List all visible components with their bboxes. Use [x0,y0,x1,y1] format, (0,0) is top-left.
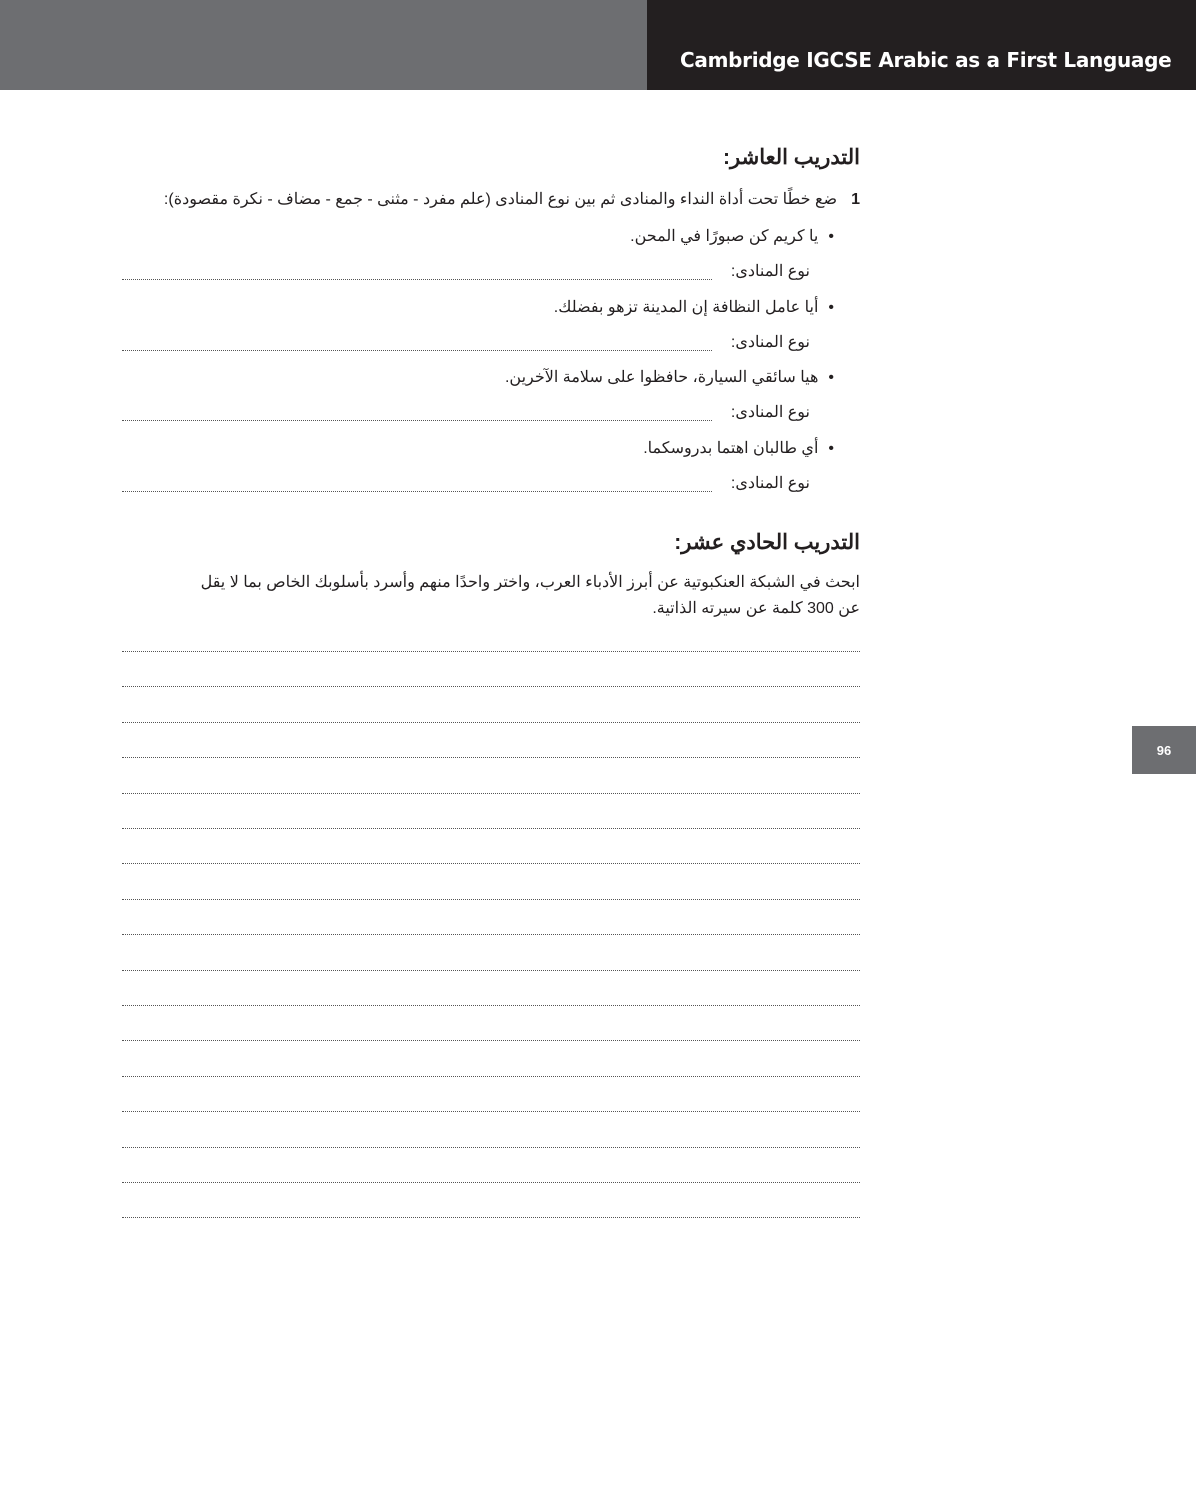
header-band [0,0,647,90]
writing-line[interactable] [122,1217,860,1218]
writing-line[interactable] [122,1076,860,1077]
answer-label: نوع المنادى: [730,333,810,351]
exercise-11-title: التدريب الحادي عشر: [674,531,860,554]
exercise-item [505,367,834,387]
exercise-10-instruction [164,189,860,209]
writing-line[interactable] [122,970,860,971]
bullet-icon: • [828,228,834,245]
writing-line[interactable] [122,934,860,935]
question-number: 1 [851,191,860,208]
exercise-item [643,438,834,458]
answer-line[interactable] [122,279,712,280]
item-sentence: أيا عامل النظافة إن المدينة تزهو بفضلك. [553,298,819,316]
writing-line[interactable] [122,1040,860,1041]
writing-line[interactable] [122,828,860,829]
writing-line[interactable] [122,1005,860,1006]
bullet-icon: • [828,439,834,457]
writing-line[interactable] [122,686,860,687]
exercise-11-instruction-1: ابحث في الشبكة العنكبوتية عن أبرز الأدباء العرب، واختر واحدًا منهم وأسرد بأسلوبك الخاص بما لا يقل [200,574,860,591]
item-sentence: يا كريم كن صبورًا في المحن. [630,228,819,245]
header-title-band [647,0,1196,90]
page-number: 96 [1132,726,1196,774]
answer-label: نوع المنادى: [730,263,810,280]
bullet-icon: • [828,298,834,316]
writing-line[interactable] [122,651,860,652]
answer-label: نوع المنادى: [730,404,810,421]
writing-line[interactable] [122,757,860,758]
answer-label: نوع المنادى: [730,474,810,492]
exercise-10-title: التدريب العاشر: [723,146,860,169]
exercise-item [554,297,834,317]
exercise-11-instruction-2: عن 300 كلمة عن سيرته الذاتية. [652,600,860,617]
answer-line[interactable] [122,420,712,421]
writing-line[interactable] [122,1147,860,1148]
item-sentence: أي طالبان اهتما بدروسكما. [643,439,819,457]
book-title: Cambridge IGCSE Arabic as a First Language [680,48,1172,72]
bullet-icon: • [828,369,834,386]
answer-line[interactable] [122,350,712,351]
writing-line[interactable] [122,1111,860,1112]
answer-line[interactable] [122,491,712,492]
instruction-text: ضع خطًا تحت أداة النداء والمنادى ثم بين نوع المنادى (علم مفرد - مثنى - جمع - مضاف - نكرة مقصودة): [163,191,838,208]
writing-line[interactable] [122,899,860,900]
writing-line[interactable] [122,722,860,723]
item-sentence: هيا سائقي السيارة، حافظوا على سلامة الآخرين. [504,369,819,386]
writing-line[interactable] [122,793,860,794]
writing-line[interactable] [122,1182,860,1183]
writing-line[interactable] [122,863,860,864]
exercise-item [630,226,834,246]
